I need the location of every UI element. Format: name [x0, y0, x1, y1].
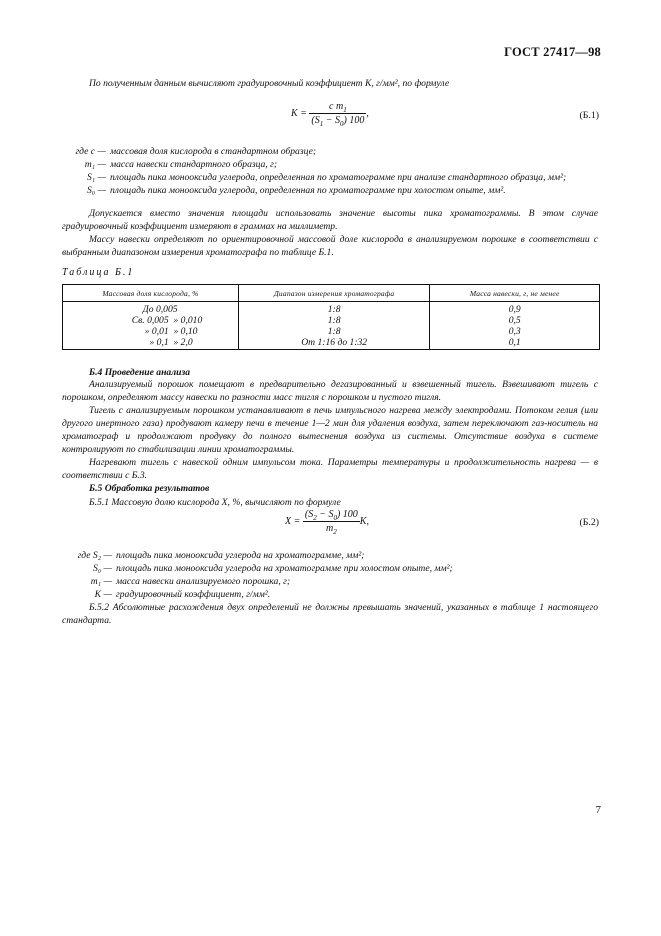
oxygen-fraction-cell: До 0,005 Св. 0,005 » 0,010 » 0,01 » 0,10 » 0,1 » 2,0 — [63, 302, 239, 350]
formula-b1-fraction: $\frac{c m_1}{(S_1 - S_0) 100}$ — [311, 101, 365, 128]
table-b1 — [62, 284, 600, 350]
table-header-row — [63, 285, 600, 302]
section-b52-paragraph: Б.5.2 Абсолютные расхождения двух определений не должны превышать значений, указанных в таблице 1 настоящего стандарта. — [62, 602, 598, 626]
table-header: Массовая доля кислорода, % — [63, 285, 239, 302]
definitions-b1 — [62, 145, 598, 197]
formula-b2-fraction: $\frac{(S_2 - S_0) 100}{m_2}$ — [304, 509, 358, 536]
definition-row: где S₂ — площадь пика монооксида углерода на хроматограмме, мм²; — [77, 550, 365, 561]
table-body-row — [63, 302, 600, 350]
definition-row: m₁ — масса навески стандартного образца, г; — [84, 159, 278, 170]
section-b4-paragraph-1: Анализируемый порошок помещают в предварительно дегазированный и взвешенный тигель. Взвешивают тигель с порошком, определяют массу навески по разности масс тигля с порошком и пустого тигля. — [62, 379, 598, 403]
section-b4-title: Б.4 Проведение анализа — [89, 367, 190, 378]
section-b4-paragraph-2: Тигель с анализируемым порошком устанавливают в печь импульсного нагрева между электродами. Потоком гелия (или другого инертного газа) продувают камеру печи в течение 1—2 мин для удаления воздуха, затем переключают газ-носитель на хроматограф и продолжают продувку до полного вытеснения воздуха из системы. Отсутствие воздуха в системе контролируют по стабилизации линии хроматограммы. — [62, 405, 598, 455]
sample-mass-cell: 0,9 0,5 0,3 0,1 — [430, 302, 600, 350]
page-number: 7 — [595, 804, 601, 816]
paragraph-sample-mass: Массу навески определяют по ориентировочной массовой доле кислорода в анализируемом порошке в соответствии с выбранным диапазоном измерения хроматографа по таблице Б.1. — [62, 234, 598, 258]
definition-row: S₀ — площадь пика монооксида углерода, определенная по хроматограмме при холостом опыте, мм². — [86, 185, 506, 196]
definitions-b2 — [62, 549, 598, 601]
section-b5-paragraph-1: Б.5.1 Массовую долю кислорода X, %, вычисляют по формуле — [89, 497, 341, 508]
formula-b2-number: (Б.2) — [579, 517, 599, 528]
section-b5-title: Б.5 Обработка результатов — [89, 483, 210, 494]
formula-b1: K = $\frac{c m_1}{(S_1 - S_0) 100}$ , — [291, 101, 369, 128]
definition-row: K — градуировочный коэффициент, г/мм². — [94, 589, 271, 600]
intro-paragraph: По полученным данным вычисляют градуировочный коэффициент K, г/мм², по формуле — [89, 78, 450, 89]
definition-row: S₁ — площадь пика монооксида углерода, определенная по хроматограмме при анализе стандартного образца, мм²; — [86, 172, 567, 183]
definition-row: где c — массовая доля кислорода в стандартном образце; — [75, 146, 317, 157]
formula-b2: X = $\frac{(S_2 - S_0) 100}{m_2}$ K, — [285, 509, 369, 536]
measurement-range-cell: 1:8 1:8 1:8 От 1:16 до 1:32 — [238, 302, 430, 350]
table-header: Масса навески, г, не менее — [430, 285, 600, 302]
definition-row: S₀ — площадь пика монооксида углерода на хроматограмме при холостом опыте, мм²; — [92, 563, 453, 574]
standard-number: ГОСТ 27417—98 — [504, 45, 601, 59]
formula-b1-number: (Б.1) — [579, 110, 599, 121]
section-b4-paragraph-3: Нагревают тигель с навеской одним импульсом тока. Параметры температуры и продолжительность нагрева — в соответствии с Б.3. — [62, 457, 598, 481]
definition-row: m₁ — масса навески анализируемого порошка, г; — [90, 576, 291, 587]
table-caption: Таблица Б.1 — [62, 267, 135, 278]
table-header: Диапазон измерения хроматографа — [238, 285, 430, 302]
paragraph-allowed: Допускается вместо значения площади использовать значение высоты пика хроматограммы. В этом случае градуировочный коэффициент измеряют в граммах на миллиметр. — [62, 208, 598, 232]
